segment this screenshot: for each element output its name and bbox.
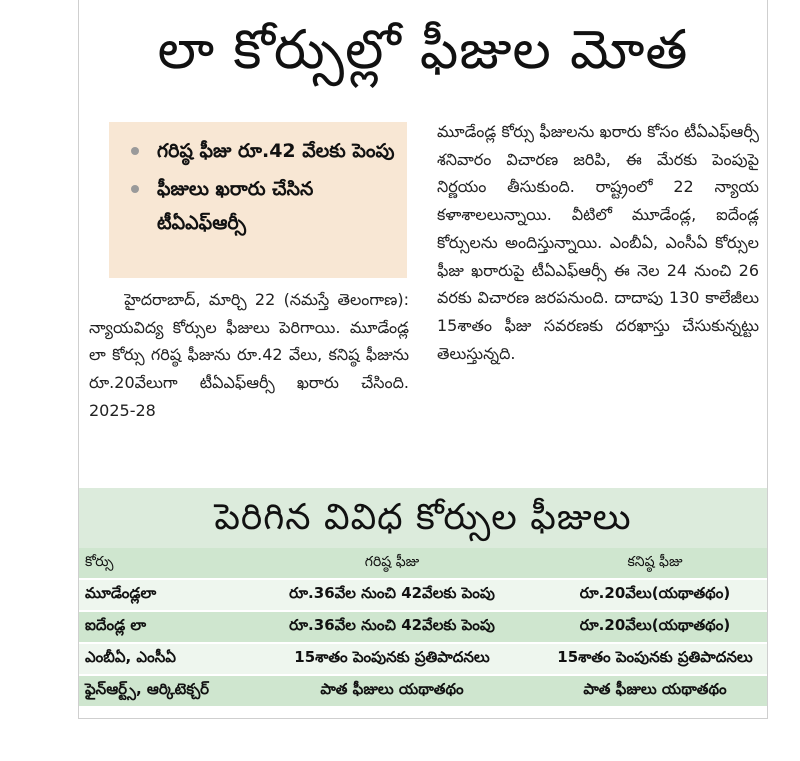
- cell-max-fee: పాత ఫీజులు యథాతథం: [241, 675, 543, 707]
- cell-course: ఐదేండ్ల లా: [79, 611, 241, 643]
- highlight-item: [127, 172, 397, 240]
- table-row: [79, 579, 767, 611]
- fees-table-section: [79, 488, 767, 718]
- cell-course: మూడేండ్లలా: [79, 579, 241, 611]
- headline: లా కోర్సుల్లో ఫీజుల మోత: [157, 18, 689, 81]
- cell-course: ఎంబీఏ, ఎంసీఏ: [79, 643, 241, 675]
- bullet-icon: [131, 185, 139, 193]
- cell-max-fee: రూ.36వేల నుంచి 42వేలకు పెంపు: [241, 579, 543, 611]
- column-header-course: కోర్సు: [79, 548, 241, 579]
- body-text-right: మూడేండ్ల కోర్సు ఫీజులను ఖరారు కోసం టీఏఎఫ్‌ఆర్సీ శనివారం విచారణ జరిపి, ఈ మేరకు పెంపుపై నిర్ణయం తీసుకుంది. రాష్ట్రంలో 22 న్యాయ కళాశాలలున్నాయి. వీటిలో మూడేండ్ల, ఐదేండ్ల కోర్సులను అందిస్తున్నాయి. ఎంబీఏ, ఎంసీఏ కోర్సుల ఫీజు ఖరారుపై టీఏఎఫ్‌ఆర్సీ ఈ నెల 24 నుంచి 26 వరకు విచారణ జరపనుంది. దాదాపు 130 కాలేజీలు 15శాతం ఫీజు సవరణకు దరఖాస్తు చేసుకున్నట్టు తెలుస్తున్నది.: [437, 122, 759, 363]
- table-row: [79, 643, 767, 675]
- highlight-text: గరిష్ఠ ఫీజు రూ.42 వేలకు పెంపు: [157, 140, 395, 162]
- highlight-item: [127, 134, 397, 168]
- column-header-min-fee: కనిష్ఠ ఫీజు: [543, 548, 767, 579]
- table-row: [79, 675, 767, 707]
- cell-min-fee: రూ.20వేలు(యథాతథం): [543, 611, 767, 643]
- table-row: [79, 611, 767, 643]
- table-header-row: [79, 548, 767, 579]
- cell-course: ఫైన్‌ఆర్ట్స్, ఆర్కిటెక్చర్: [79, 675, 241, 707]
- column-header-max-fee: గరిష్ఠ ఫీజు: [241, 548, 543, 579]
- cell-max-fee: 15శాతం పెంపునకు ప్రతిపాదనలు: [241, 643, 543, 675]
- highlights-box: [109, 122, 407, 278]
- highlights-list: [127, 134, 397, 240]
- cell-max-fee: రూ.36వేల నుంచి 42వేలకు పెంపు: [241, 611, 543, 643]
- body-text-left: హైదరాబాద్, మార్చి 22 (నమస్తే తెలంగాణ): న్యాయవిద్య కోర్సుల ఫీజులు పెరిగాయి. మూడేండ్ల లా కోర్సు గరిష్ఠ ఫీజును రూ.42 వేలు, కనిష్ఠ ఫీజును రూ.20వేలుగా టీఏఎఫ్‌ఆర్సీ ఖరారు చేసింది. 2025-28: [89, 290, 409, 420]
- cell-min-fee: 15శాతం పెంపునకు ప్రతిపాదనలు: [543, 643, 767, 675]
- fees-table: [79, 548, 767, 708]
- bullet-icon: [131, 147, 139, 155]
- news-article: [78, 0, 768, 719]
- cell-min-fee: రూ.20వేలు(యథాతథం): [543, 579, 767, 611]
- highlight-text: ఫీజులు ఖరారు చేసిన టీఏఎఫ్‌ఆర్సీ: [157, 178, 314, 234]
- table-title: పెరిగిన వివిధ కోర్సుల ఫీజులు: [79, 488, 767, 548]
- cell-min-fee: పాత ఫీజులు యథాతథం: [543, 675, 767, 707]
